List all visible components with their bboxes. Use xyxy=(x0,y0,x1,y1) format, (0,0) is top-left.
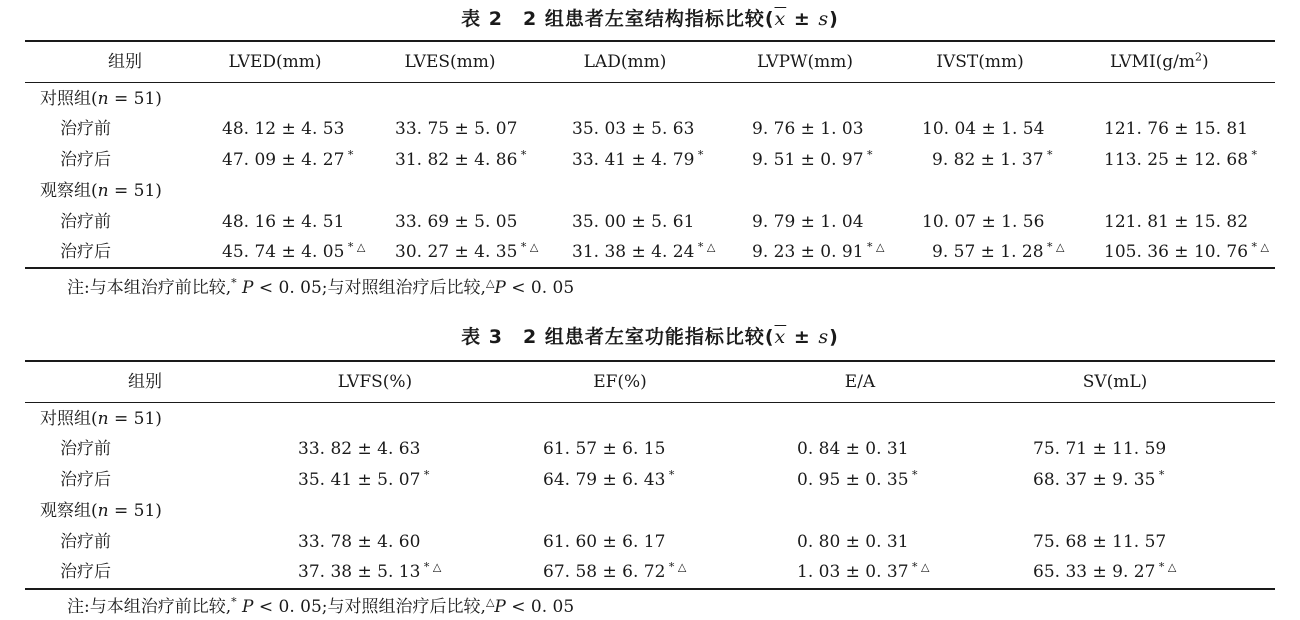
table-3 xyxy=(25,318,1275,620)
value: 0. 95 ± 0. 35 xyxy=(797,470,909,490)
label-b: = 51) xyxy=(108,89,162,109)
mark: * xyxy=(344,148,354,162)
caption-xbar: $\overline{x}$ xyxy=(774,8,787,30)
cell-value: 48. 16 ± 4. 51 xyxy=(222,212,345,232)
mark: * xyxy=(517,148,527,162)
note-p1: P xyxy=(236,278,254,298)
header-lvfs: LVFS(%) xyxy=(337,372,413,392)
note-b: < 0. 05;与对照组治疗后比较, xyxy=(253,597,486,617)
header-ivst: IVST(mm) xyxy=(936,52,1024,72)
header-group: 组别 xyxy=(128,372,162,392)
mark: * xyxy=(1155,468,1165,482)
label-a: 对照组( xyxy=(40,409,98,429)
value: 47. 09 ± 4. 27 xyxy=(222,150,345,170)
table-row xyxy=(25,465,1275,496)
cell-value: 33. 69 ± 5. 05 xyxy=(395,212,518,232)
cell-value xyxy=(752,145,873,176)
value: 65. 33 ± 9. 27 xyxy=(1033,562,1156,582)
cell-value: 9. 79 ± 1. 04 xyxy=(752,212,864,232)
mark: * △ xyxy=(694,240,716,254)
table-row xyxy=(25,527,1275,558)
header-lves: LVES(mm) xyxy=(404,52,496,72)
note-star: * xyxy=(231,276,237,290)
note-tri: △ xyxy=(485,595,495,609)
value: 9. 82 ± 1. 37 xyxy=(932,150,1044,170)
top-rule xyxy=(25,40,1275,42)
cell-value xyxy=(1033,557,1176,588)
note-c: < 0. 05 xyxy=(505,278,575,298)
value: 105. 36 ± 10. 76 xyxy=(1104,242,1249,262)
cell-value: 0. 80 ± 0. 31 xyxy=(797,532,909,552)
header-lvmi-sup: 2 xyxy=(1195,50,1203,64)
mark: * △ xyxy=(344,240,366,254)
label-n: n xyxy=(97,501,109,521)
header-rule xyxy=(25,82,1275,83)
table-3-caption xyxy=(25,322,1275,349)
mark: * △ xyxy=(908,560,930,574)
mark: * △ xyxy=(1043,240,1065,254)
cell-value xyxy=(543,465,674,496)
cell-value: 35. 03 ± 5. 63 xyxy=(572,119,695,139)
cell-value: 10. 04 ± 1. 54 xyxy=(922,119,1045,139)
label-n: n xyxy=(97,181,109,201)
table-2-caption xyxy=(25,4,1275,31)
mark: * xyxy=(420,468,430,482)
cell-value xyxy=(932,237,1065,268)
label-a: 观察组( xyxy=(40,181,98,201)
row-label-after: 治疗后 xyxy=(60,150,111,170)
mark: * xyxy=(908,468,918,482)
cell-value xyxy=(1104,237,1269,268)
value: 113. 25 ± 12. 68 xyxy=(1104,150,1249,170)
bottom-rule xyxy=(25,588,1275,590)
row-label-after: 治疗后 xyxy=(60,242,111,262)
cell-value: 35. 00 ± 5. 61 xyxy=(572,212,695,232)
cell-value: 75. 68 ± 11. 57 xyxy=(1033,532,1167,552)
caption-pm: ± xyxy=(786,8,819,30)
table-3-note xyxy=(67,592,574,617)
cell-value xyxy=(1104,145,1257,176)
cell-value: 33. 78 ± 4. 60 xyxy=(298,532,421,552)
header-rule xyxy=(25,402,1275,403)
header-lvmi xyxy=(1110,47,1209,78)
cell-value: 121. 81 ± 15. 82 xyxy=(1104,212,1249,232)
mark: * xyxy=(1248,148,1258,162)
value: 9. 57 ± 1. 28 xyxy=(932,242,1044,262)
caption-text: 表 3 2 组患者左室功能指标比较( xyxy=(461,326,775,348)
value: 30. 27 ± 4. 35 xyxy=(395,242,518,262)
mark: * xyxy=(665,468,675,482)
cell-value: 61. 57 ± 6. 15 xyxy=(543,439,666,459)
row-label-before: 治疗前 xyxy=(60,532,111,552)
bottom-rule xyxy=(25,267,1275,269)
label-n: n xyxy=(97,89,109,109)
table-row xyxy=(25,176,1275,207)
value: 1. 03 ± 0. 37 xyxy=(797,562,909,582)
caption-text: 表 2 2 组患者左室结构指标比较( xyxy=(461,8,775,30)
value: 45. 74 ± 4. 05 xyxy=(222,242,345,262)
header-group: 组别 xyxy=(108,52,142,72)
cell-value xyxy=(797,557,930,588)
table-row xyxy=(25,237,1275,268)
header-lvpw: LVPW(mm) xyxy=(757,52,853,72)
note-star: * xyxy=(231,595,237,609)
note-p2: P xyxy=(494,278,506,298)
row-label-before: 治疗前 xyxy=(60,212,111,232)
value: 9. 23 ± 0. 91 xyxy=(752,242,864,262)
mark: * △ xyxy=(517,240,539,254)
cell-value xyxy=(298,465,429,496)
table-row xyxy=(25,557,1275,588)
cell-value: 33. 75 ± 5. 07 xyxy=(395,119,518,139)
label-b: = 51) xyxy=(108,181,162,201)
note-p2: P xyxy=(494,597,506,617)
mark: * △ xyxy=(420,560,442,574)
caption-s: s xyxy=(818,326,830,348)
caption-end: ) xyxy=(829,8,839,30)
cell-value xyxy=(572,145,703,176)
value: 35. 41 ± 5. 07 xyxy=(298,470,421,490)
top-rule xyxy=(25,360,1275,362)
table-2-header-row xyxy=(25,47,1275,78)
caption-pm: ± xyxy=(786,326,819,348)
mark: * △ xyxy=(863,240,885,254)
table-2-note xyxy=(67,273,574,298)
header-ef: EF(%) xyxy=(593,372,647,392)
cell-value: 48. 12 ± 4. 53 xyxy=(222,119,345,139)
cell-value xyxy=(395,145,526,176)
cell-value: 10. 07 ± 1. 56 xyxy=(922,212,1045,232)
row-label-after: 治疗后 xyxy=(60,562,111,582)
group-label-control xyxy=(40,404,162,435)
caption-s: s xyxy=(818,8,830,30)
cell-value xyxy=(543,557,686,588)
note-b: < 0. 05;与对照组治疗后比较, xyxy=(253,278,486,298)
cell-value xyxy=(932,145,1053,176)
note-a: 注:与本组治疗前比较, xyxy=(67,278,232,298)
note-tri: △ xyxy=(485,276,495,290)
table-row xyxy=(25,207,1275,238)
mark: * xyxy=(1043,148,1053,162)
caption-xbar: $\overline{x}$ xyxy=(774,326,787,348)
value: 37. 38 ± 5. 13 xyxy=(298,562,421,582)
value: 68. 37 ± 9. 35 xyxy=(1033,470,1156,490)
table-3-header-row xyxy=(25,367,1275,398)
value: 9. 51 ± 0. 97 xyxy=(752,150,864,170)
cell-value: 9. 76 ± 1. 03 xyxy=(752,119,864,139)
mark: * △ xyxy=(1248,240,1269,254)
value: 31. 82 ± 4. 86 xyxy=(395,150,518,170)
mark: * xyxy=(863,148,873,162)
row-label-before: 治疗前 xyxy=(60,439,111,459)
header-lved: LVED(mm) xyxy=(228,52,322,72)
note-a: 注:与本组治疗前比较, xyxy=(67,597,232,617)
table-row xyxy=(25,496,1275,527)
header-ea: E/A xyxy=(844,372,876,392)
cell-value xyxy=(222,145,353,176)
cell-value: 75. 71 ± 11. 59 xyxy=(1033,439,1167,459)
label-b: = 51) xyxy=(108,501,162,521)
header-lvmi-close: ) xyxy=(1202,52,1209,72)
table-2 xyxy=(25,0,1275,300)
note-p1: P xyxy=(236,597,254,617)
cell-value: 33. 82 ± 4. 63 xyxy=(298,439,421,459)
cell-value xyxy=(395,237,538,268)
note-c: < 0. 05 xyxy=(505,597,575,617)
cell-value xyxy=(1033,465,1164,496)
label-a: 对照组( xyxy=(40,89,98,109)
mark: * △ xyxy=(1155,560,1177,574)
table-row xyxy=(25,114,1275,145)
table-row xyxy=(25,84,1275,115)
mark: * △ xyxy=(665,560,687,574)
label-n: n xyxy=(97,409,109,429)
mark: * xyxy=(694,148,704,162)
header-sv: SV(mL) xyxy=(1082,372,1148,392)
group-label-observe xyxy=(40,176,162,207)
table-row xyxy=(25,434,1275,465)
label-b: = 51) xyxy=(108,409,162,429)
header-lad: LAD(mm) xyxy=(583,52,667,72)
cell-value xyxy=(298,557,441,588)
cell-value xyxy=(797,465,918,496)
cell-value: 61. 60 ± 6. 17 xyxy=(543,532,666,552)
value: 64. 79 ± 6. 43 xyxy=(543,470,666,490)
cell-value: 121. 76 ± 15. 81 xyxy=(1104,119,1249,139)
caption-end: ) xyxy=(829,326,839,348)
cell-value xyxy=(752,237,885,268)
row-label-after: 治疗后 xyxy=(60,470,111,490)
cell-value: 0. 84 ± 0. 31 xyxy=(797,439,909,459)
table-row xyxy=(25,404,1275,435)
value: 67. 58 ± 6. 72 xyxy=(543,562,666,582)
cell-value xyxy=(222,237,365,268)
cell-value xyxy=(572,237,715,268)
value: 33. 41 ± 4. 79 xyxy=(572,150,695,170)
table-row xyxy=(25,145,1275,176)
group-label-observe xyxy=(40,496,162,527)
label-a: 观察组( xyxy=(40,501,98,521)
value: 31. 38 ± 4. 24 xyxy=(572,242,695,262)
row-label-before: 治疗前 xyxy=(60,119,111,139)
header-lvmi-text: LVMI(g/m xyxy=(1110,52,1196,72)
group-label-control xyxy=(40,84,162,115)
